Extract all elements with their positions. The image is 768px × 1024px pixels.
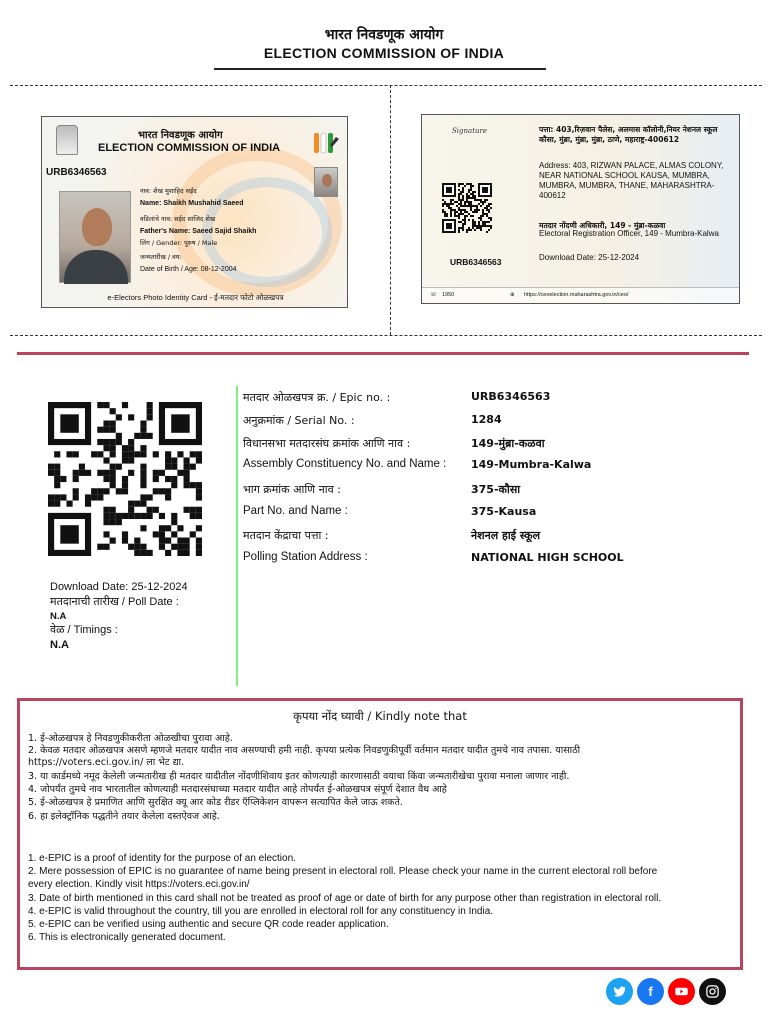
note-line: 6. हा इलेक्ट्रॉनिक पद्धतीने तयार केलेला दस्तऐवज आहे. bbox=[28, 811, 220, 822]
qr-code-small bbox=[442, 171, 492, 245]
poll-info bbox=[50, 580, 188, 652]
serial-no-label: अनुक्रमांक / Serial No. : bbox=[243, 414, 355, 427]
polling-station-label-marathi: मतदान केंद्राचा पत्ता : bbox=[243, 529, 329, 542]
note-line: 3. Date of birth mentioned in this card shall not be treated as proof of age or date of birth for any purpose other than registration in electoral roll. bbox=[28, 893, 662, 904]
header-title-english: ELECTION COMMISSION OF INDIA bbox=[263, 45, 505, 61]
note-line: 4. e-EPIC is valid throughout the country, till you are enrolled in electoral roll for any constituency in India. bbox=[28, 906, 494, 917]
polling-station-value-english: NATIONAL HIGH SCHOOL bbox=[471, 551, 624, 564]
details-divider bbox=[236, 386, 238, 686]
note-line: 6. This is electronically generated document. bbox=[28, 932, 226, 943]
instagram-icon[interactable] bbox=[699, 978, 726, 1005]
epic-card-front bbox=[41, 116, 348, 308]
twitter-icon[interactable] bbox=[606, 978, 633, 1005]
notes-title: कृपया नोंद घ्यावी / Kindly note that bbox=[293, 709, 467, 723]
assembly-label-marathi: विधानसभा मतदारसंघ क्रमांक आणि नाव : bbox=[243, 437, 411, 450]
notes-box bbox=[17, 698, 743, 970]
serial-no-value: 1284 bbox=[471, 413, 502, 426]
name-marathi: नाव: शेख मुशाहिद सईद bbox=[140, 187, 197, 195]
card-footer: e-Electors Photo Identity Card - ई-मतदार फोटो ओळखपत्र bbox=[107, 293, 284, 302]
eci-vote-logo-icon bbox=[310, 127, 342, 159]
note-line: 4. जोपर्यंत तुमचे नाव भारतातील कोणत्याही मतदारसंघाच्या मतदार यादीत आहे तोपर्यंत ई-ओळखपत्र संपूर्ण देशात वैध आहे bbox=[28, 784, 447, 795]
cut-line-middle bbox=[390, 85, 391, 335]
gender: लिंग / Gender: पुरुष / Male bbox=[140, 239, 218, 247]
part-value-english: 375-Kausa bbox=[471, 505, 537, 518]
note-line: 2. केवळ मतदार ओळखपत्र असणे म्हणजे मतदार यादीत नाव असण्याची हमी नाही. कृपया प्रत्येक निवडणुकीपूर्वी वर्तमान मतदार यादीत तुमचे नाव तपासा. यासाठी bbox=[28, 745, 581, 756]
part-label-marathi: भाग क्रमांक आणि नाव : bbox=[243, 483, 341, 496]
address-english: Address: 403, RIZWAN PALACE, ALMAS COLONY, NEAR NATIONAL SCHOOL KAUSA, MUMBRA, MUMBRA, MUMBRA, THANE, MAHARASHTRA- 400612 bbox=[539, 161, 724, 200]
date-of-birth: Date of Birth / Age: 08-12-2004 bbox=[140, 266, 237, 273]
section-divider bbox=[17, 352, 749, 355]
cut-line-top bbox=[10, 85, 762, 86]
facebook-icon[interactable]: f bbox=[637, 978, 664, 1005]
youtube-icon[interactable] bbox=[668, 978, 695, 1005]
polling-station-label-english: Polling Station Address : bbox=[243, 551, 368, 563]
polling-station-value-marathi: नेशनल हाई स्कूल bbox=[471, 529, 541, 542]
father-name-marathi: वडिलांचे नाव: सईद साजिद शेख bbox=[140, 215, 216, 223]
timings-label: वेळ / Timings : bbox=[50, 624, 118, 636]
cut-line-bottom bbox=[10, 335, 762, 336]
assembly-value-marathi: 149-मुंब्रा-कळवा bbox=[471, 437, 545, 450]
note-line: every election. Kindly visit https://voters.eci.gov.in/ bbox=[28, 879, 250, 890]
epic-number-back: URB6346563 bbox=[450, 257, 502, 267]
name-english: Name: Shaikh Mushahid Saeed bbox=[140, 200, 244, 207]
epic-no-label: मतदार ओळखपत्र क्र. / Epic no. : bbox=[243, 391, 391, 404]
assembly-label-english: Assembly Constituency No. and Name : bbox=[243, 458, 447, 470]
epic-no-value: URB6346563 bbox=[471, 390, 551, 403]
poll-date-value: N.A bbox=[50, 611, 67, 622]
dob-label-marathi: जन्मतारीख / वय: bbox=[140, 253, 182, 261]
national-emblem-icon bbox=[56, 125, 78, 155]
download-date: Download Date: 25-12-2024 bbox=[50, 581, 188, 593]
voter-photo bbox=[59, 191, 131, 283]
part-value-marathi: 375-कौसा bbox=[471, 483, 521, 496]
ero-marathi: मतदार नोंदणी अधिकारी, 149 - मुंब्रा-कळवा bbox=[539, 221, 666, 230]
globe-icon: ⊕ bbox=[510, 292, 515, 298]
card-back-footer bbox=[422, 287, 740, 304]
epic-card-back bbox=[421, 114, 740, 304]
header-underline bbox=[214, 68, 546, 70]
download-date-back: Download Date: 25-12-2024 bbox=[539, 253, 640, 262]
signature: Signature bbox=[452, 127, 488, 135]
poll-date-label: मतदानाची तारीख / Poll Date : bbox=[50, 596, 179, 608]
father-name-english: Father's Name: Saeed Sajid Shaikh bbox=[140, 228, 257, 235]
qr-code-large bbox=[42, 402, 208, 556]
card-title-english: ELECTION COMMISSION OF INDIA bbox=[98, 142, 281, 154]
address-marathi: पत्ता: 403,रिज़वान पैलेस, अलमास कॉलोनी,नियर नेशनल स्कूल कौसा, मुंब्रा, मुंब्रा, मुंब्रा, ठाणे, महाराष्ट्र-400612 bbox=[539, 125, 718, 144]
header-title-marathi: भारत निवडणूक आयोग bbox=[324, 27, 444, 43]
part-label-english: Part No. and Name : bbox=[243, 505, 348, 517]
card-title-marathi: भारत निवडणूक आयोग bbox=[138, 130, 223, 141]
note-line: 5. ई-ओळखपत्र हे प्रमाणित आणि सुरक्षित क्यू आर कोड रीडर ऍप्लिकेशन वापरून सत्यापित केले जाऊ शकते. bbox=[28, 797, 403, 808]
ero-english: Electoral Registration Officer, 149 - Mumbra-Kalwa bbox=[539, 229, 719, 238]
timings-value: N.A bbox=[50, 639, 69, 651]
note-line: 5. e-EPIC can be verified using authentic and secure QR code reader application. bbox=[28, 919, 389, 930]
epic-number: URB6346563 bbox=[46, 167, 107, 178]
assembly-value-english: 149-Mumbra-Kalwa bbox=[471, 458, 592, 471]
note-line: 3. या कार्डमध्ये नमूद केलेली जन्मतारीख ही मतदार यादीतील नोंदणीशिवाय इतर कोणत्याही कारणासाठी वयाचा किंवा जन्मतारीखेचा पुरावा मनाला जाणार नाही. bbox=[28, 771, 570, 782]
note-line: 2. Mere possession of EPIC is no guarantee of name being present in electoral roll. Please check your name in the current electoral roll before bbox=[28, 866, 658, 877]
voter-photo-thumbnail bbox=[314, 167, 338, 197]
helpline-number: 1950 bbox=[442, 292, 455, 298]
note-line: https://voters.eci.gov.in/ ला भेट द्या. bbox=[28, 757, 185, 768]
note-line: 1. ई-ओळखपत्र हे निवडणुकीकरीता ओळखीचा पुरावा आहे. bbox=[28, 733, 233, 744]
phone-icon: ☏ bbox=[430, 292, 437, 298]
website-link[interactable]: https://ceoelection.maharashtra.gov.in/ceo/ bbox=[524, 292, 629, 298]
document-header bbox=[0, 26, 768, 62]
note-line: 1. e-EPIC is a proof of identity for the purpose of an election. bbox=[28, 853, 296, 864]
